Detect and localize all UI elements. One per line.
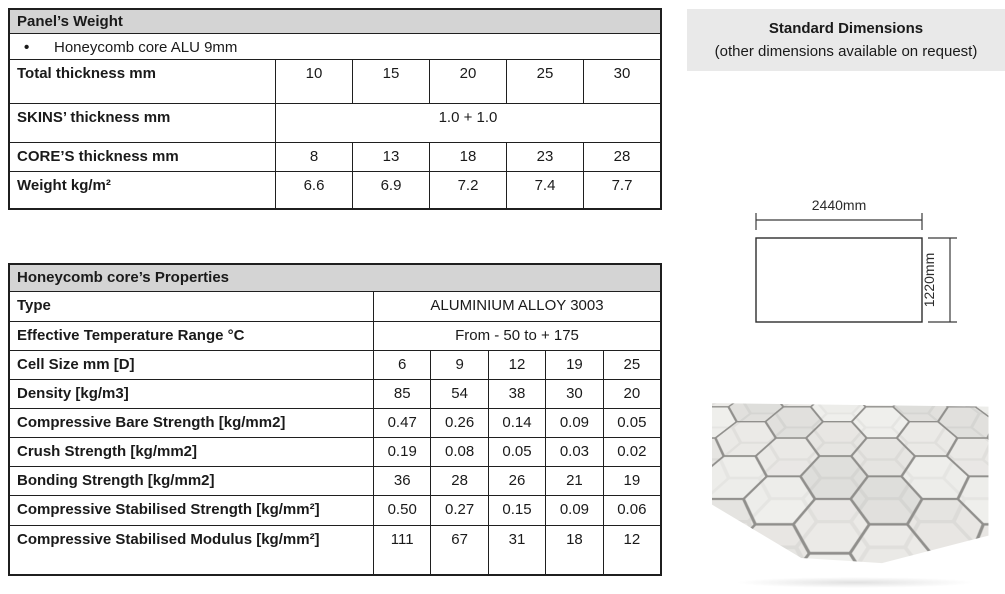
- cell-value: 19: [623, 472, 641, 489]
- standard-dimensions-title: Standard Dimensions: [768, 19, 924, 37]
- cell-value: 25: [507, 60, 584, 103]
- cell-value: 0.03: [546, 438, 603, 466]
- table-row-type: [10, 292, 660, 322]
- bullet-icon: [24, 39, 54, 56]
- cell-value: 7.4: [507, 172, 584, 208]
- honeycomb-core-photo: [712, 398, 1000, 570]
- cell-value: 26: [489, 467, 546, 495]
- cell-value: 0.05: [489, 438, 546, 466]
- table-row-cores-thickness: [10, 143, 660, 172]
- row-label: Effective Temperature Range °C: [10, 322, 374, 350]
- cell-value: 0.08: [431, 438, 488, 466]
- cell-value: 28: [613, 148, 631, 165]
- cell-value: 0.47: [374, 409, 431, 437]
- table-row-weight: [10, 172, 660, 208]
- cell-value: 0.27: [431, 496, 488, 525]
- cell-span-value: 1.0 + 1.0: [438, 109, 498, 126]
- row-label: Weight kg/m²: [10, 172, 276, 208]
- cell-span-value: ALUMINIUM ALLOY 3003: [430, 297, 604, 314]
- photo-shadow: [735, 577, 975, 588]
- panel-height-label: 1220mm: [921, 252, 937, 308]
- row-label: Type: [10, 292, 374, 321]
- row-label: Compressive Stabilised Strength [kg/mm²]: [10, 496, 374, 525]
- core-properties-table: [8, 263, 662, 576]
- cell-span-value: From - 50 to + 175: [455, 327, 579, 344]
- cell-value: 6.6: [276, 172, 353, 208]
- cell-value: 0.09: [546, 409, 603, 437]
- table-row-compressive-stabilised-modulus: [10, 526, 660, 574]
- cell-value: 10: [276, 60, 353, 103]
- row-label: Compressive Stabilised Modulus [kg/mm²]: [10, 526, 374, 574]
- cell-value: 67: [431, 526, 488, 574]
- row-label: Density [kg/m3]: [10, 380, 374, 408]
- table-row-bullet: [10, 34, 660, 60]
- cell-value: 38: [489, 380, 546, 408]
- cell-value: 0.50: [374, 496, 431, 525]
- panel-dimension-drawing: [740, 190, 970, 335]
- cell-value: 18: [546, 526, 603, 574]
- table-row-density: [10, 380, 660, 409]
- cell-value: 0.19: [374, 438, 431, 466]
- cell-value: 0.09: [546, 496, 603, 525]
- table-row-bonding-strength: [10, 467, 660, 496]
- cell-value: 13: [353, 143, 430, 171]
- table-row-compressive-bare-strength: [10, 409, 660, 438]
- cell-value: 6.9: [353, 172, 430, 208]
- table-row-cell-size: [10, 351, 660, 380]
- cell-value: 21: [546, 467, 603, 495]
- cell-value: 85: [374, 380, 431, 408]
- cell-value: 0.02: [617, 443, 647, 460]
- cell-value: 12: [489, 351, 546, 379]
- cell-value: 23: [507, 143, 584, 171]
- panel-weight-table: [8, 8, 662, 210]
- cell-value: 0.06: [617, 501, 647, 518]
- table-row-skins-thickness: [10, 104, 660, 143]
- panel-weight-table-title: Panel’s Weight: [10, 10, 660, 34]
- cell-value: 20: [430, 60, 507, 103]
- table-row-temperature-range: [10, 322, 660, 351]
- table-row-crush-strength: [10, 438, 660, 467]
- cell-value: 7.7: [611, 177, 633, 194]
- standard-dimensions-subtitle: (other dimensions available on request): [714, 43, 978, 60]
- cell-value: 12: [623, 531, 641, 548]
- cell-value: 30: [613, 65, 631, 82]
- panel-outline-rect: [756, 238, 922, 322]
- cell-value: 111: [374, 526, 431, 574]
- row-label: Bonding Strength [kg/mm2]: [10, 467, 374, 495]
- row-label: Cell Size mm [D]: [10, 351, 374, 379]
- cell-value: 28: [431, 467, 488, 495]
- cell-value: 6: [374, 351, 431, 379]
- cell-value: 9: [431, 351, 488, 379]
- cell-value: 36: [374, 467, 431, 495]
- standard-dimensions-callout: [687, 9, 1005, 71]
- panel-width-label: 2440mm: [811, 197, 867, 213]
- cell-value: 15: [353, 60, 430, 103]
- row-label: CORE’S thickness mm: [10, 143, 276, 171]
- cell-value: 25: [623, 356, 641, 373]
- cell-value: 54: [431, 380, 488, 408]
- cell-value: 0.05: [617, 414, 647, 431]
- cell-value: 0.15: [489, 496, 546, 525]
- table-row-total-thickness: [10, 60, 660, 104]
- core-properties-table-title: Honeycomb core’s Properties: [10, 265, 660, 292]
- bullet-text: Honeycomb core ALU 9mm: [54, 39, 238, 56]
- row-label: Crush Strength [kg/mm2]: [10, 438, 374, 466]
- cell-value: 30: [546, 380, 603, 408]
- cell-value: 8: [276, 143, 353, 171]
- cell-value: 20: [623, 385, 641, 402]
- honeycomb-top-layer: [712, 398, 1000, 570]
- cell-value: 7.2: [430, 172, 507, 208]
- cell-value: 18: [430, 143, 507, 171]
- row-label: Compressive Bare Strength [kg/mm2]: [10, 409, 374, 437]
- cell-value: 19: [546, 351, 603, 379]
- row-label: Total thickness mm: [10, 60, 276, 103]
- cell-value: 0.14: [489, 409, 546, 437]
- row-label: SKINS’ thickness mm: [10, 104, 276, 142]
- cell-value: 31: [489, 526, 546, 574]
- table-row-compressive-stabilised-strength: [10, 496, 660, 526]
- bullet-cell: [10, 34, 660, 59]
- cell-value: 0.26: [431, 409, 488, 437]
